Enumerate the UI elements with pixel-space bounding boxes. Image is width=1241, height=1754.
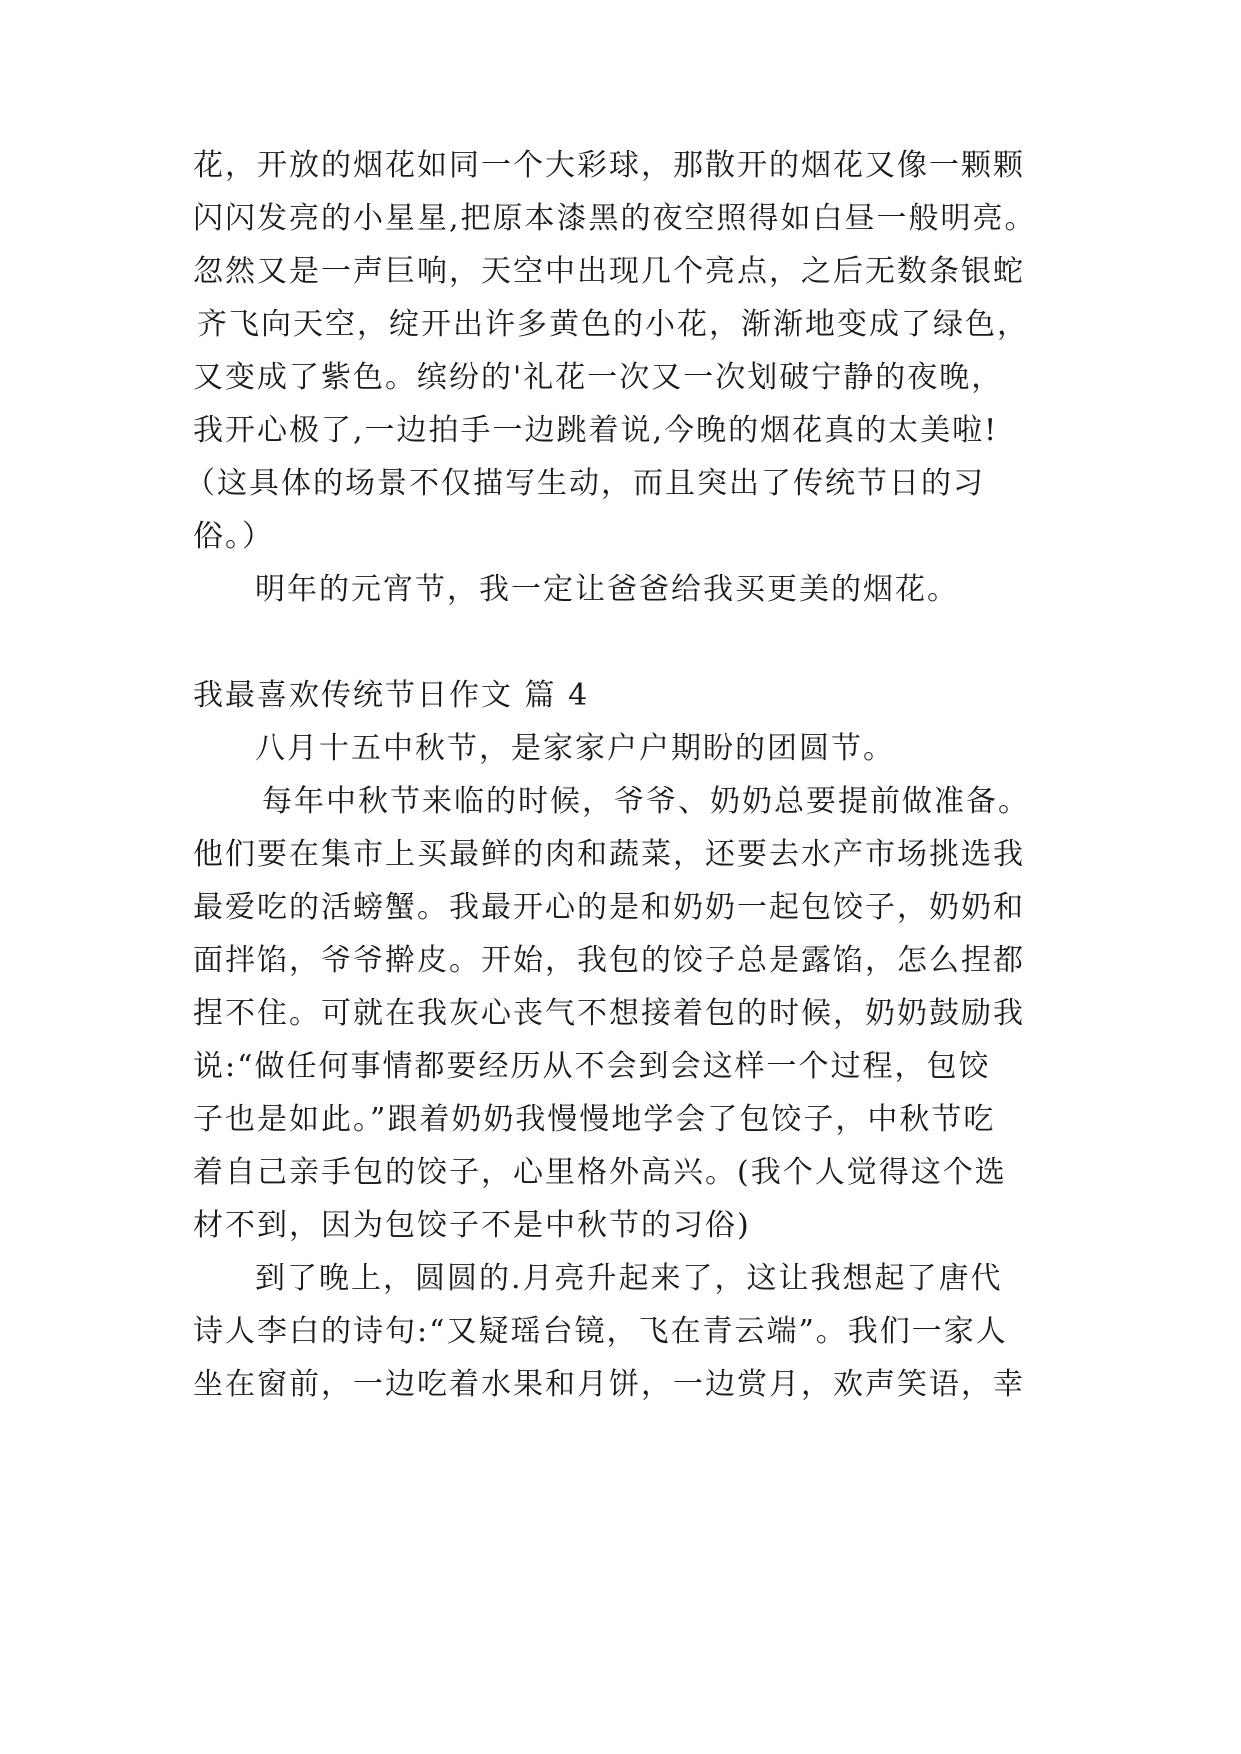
text-line: 俗。） <box>193 519 274 554</box>
text-line: 着自己亲手包的饺子，心里格外高兴。(我个人觉得这个选 <box>193 1155 1007 1190</box>
text-line: （这具体的场景不仅描写生动，而且突出了传统节日的习 <box>185 466 985 501</box>
text-line: 材不到，因为包饺子不是中秋节的习俗) <box>193 1208 751 1243</box>
text-line: 子也是如此。”跟着奶奶我慢慢地学会了包饺子，中秋节吃 <box>193 1102 996 1137</box>
text-line: 坐在窗前，一边吃着水果和月饼，一边赏月，欢声笑语，幸 <box>193 1367 1025 1402</box>
closing-paragraph: 明年的元宵节，我一定让爸爸给我买更美的烟花。 <box>255 572 959 607</box>
text-line: 面拌馅，爷爷擀皮。开始，我包的饺子总是露馅，怎么捏都 <box>193 943 1025 978</box>
text-line: 最爱吃的活螃蟹。我最开心的是和奶奶一起包饺子，奶奶和 <box>193 890 1025 925</box>
text-line: 说:“做任何事情都要经历从不会到会这样一个过程，包饺 <box>193 1049 991 1084</box>
text-line: 闪闪发亮的小星星,把原本漆黑的夜空照得如白昼一般明亮。 <box>193 201 1037 236</box>
paragraph-intro: 八月十五中秋节，是家家户户期盼的团圆节。 <box>255 731 895 766</box>
text-line: 诗人李白的诗句:“又疑瑶台镜，飞在青云端”。我们一家人 <box>193 1314 1008 1349</box>
text-line: 到了晚上，圆圆的.月亮升起来了，这让我想起了唐代 <box>255 1261 1003 1296</box>
text-line: 我开心极了,一边拍手一边跳着说,今晚的烟花真的太美啦! <box>193 413 999 448</box>
text-line: 又变成了紫色。缤纷的'礼花一次又一次划破宁静的夜晚， <box>193 360 1004 395</box>
text-line: 捏不住。可就在我灰心丧气不想接着包的时候，奶奶鼓励我 <box>193 996 1025 1031</box>
text-line: 花，开放的烟花如同一个大彩球，那散开的烟花又像一颗颗 <box>193 148 1025 183</box>
section-title: 我最喜欢传统节日作文 篇 4 <box>193 678 590 713</box>
text-line: 每年中秋节来临的时候，爷爷、奶奶总要提前做准备。 <box>262 784 1030 819</box>
text-line: 忽然又是一声巨响，天空中出现几个亮点，之后无数条银蛇 <box>193 254 1025 289</box>
text-line: 齐飞向天空，绽开出许多黄色的小花，渐渐地变成了绿色， <box>197 307 1029 342</box>
text-line: 他们要在集市上买最鲜的肉和蔬菜，还要去水产市场挑选我 <box>193 837 1025 872</box>
